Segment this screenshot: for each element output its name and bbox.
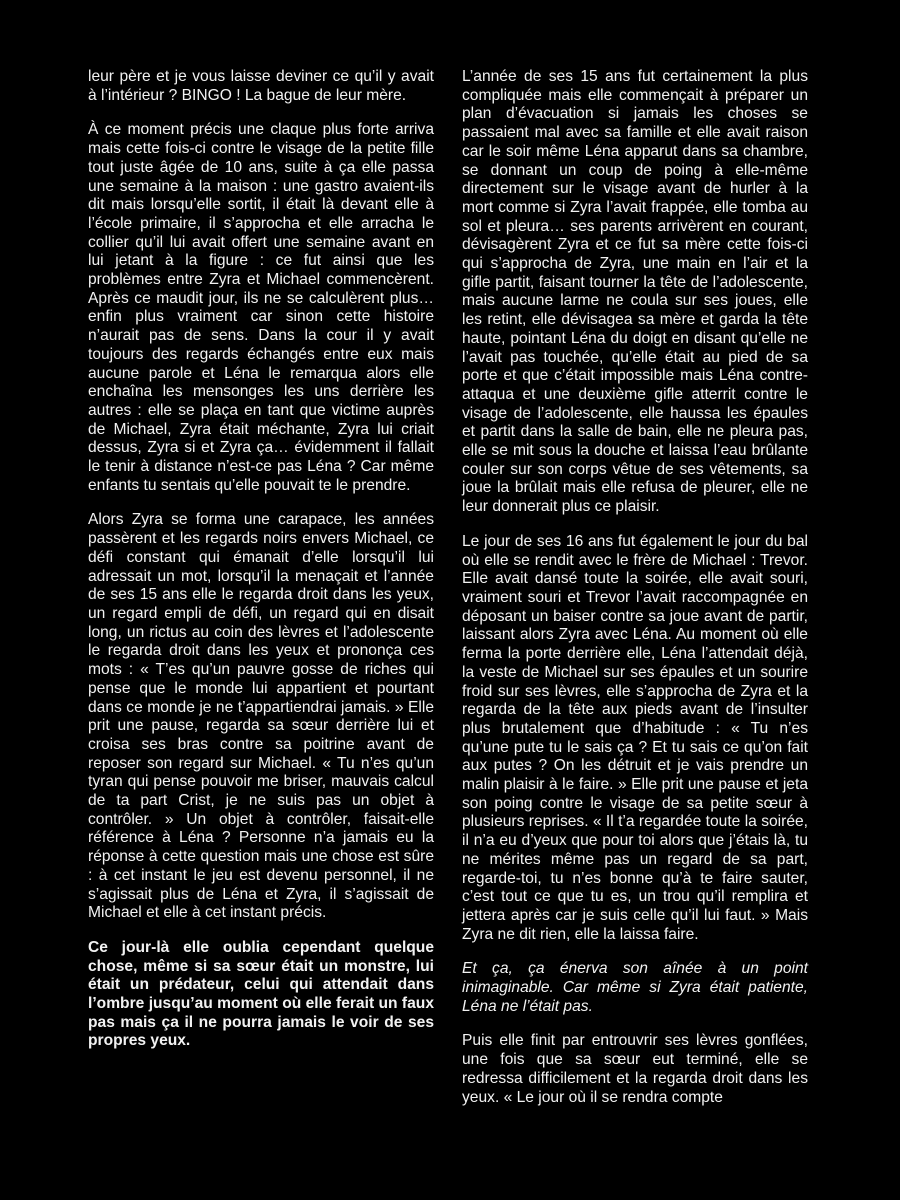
paragraph: Puis elle finit par entrouvrir ses lèvres gonflées, une fois que sa sœur eut terminé, elle se redressa difficilement et la regarda droit dans les yeux. « Le jour où il se rendra compte: [462, 1032, 808, 1106]
left-column: [88, 68, 434, 1067]
paragraph: Alors Zyra se forma une carapace, les années passèrent et les regards noirs envers Michael, ce défi constant qui émanait d’elle lorsqu’il lui adressait un mot, lorsqu’il la menaçait et l’année de ses 15 ans elle le regarda droit dans les yeux, un regard empli de défi, un regard qui en disait long, un rictus au coin des lèvres et l’adolescente le regarda droit dans les yeux et prononça ces mots : « T’es qu’un pauvre gosse de riches qui pense que le monde lui appartient et pourtant dans ce monde je ne t’appartiendrai jamais. » Elle prit une pause, regarda sa sœur derrière lui et croisa ses bras contre sa poitrine avant de reposer son regard sur Michael. « Tu n’es qu’un tyran qui pense pouvoir me briser, mauvais calcul de ta part Crist, je ne suis pas un objet à contrôler. » Un objet à contrôler, faisait-elle référence à Léna ? Personne n’a jamais eu la réponse à cette question mais une chose est sûre : à cet instant le jeu est devenu personnel, il ne s’agissait plus de Léna et Zyra, il s’agissait de Michael et elle à cet instant précis.: [88, 511, 434, 922]
book-page: [0, 68, 900, 1200]
right-column: [462, 68, 808, 1123]
paragraph: Le jour de ses 16 ans fut également le jour du bal où elle se rendit avec le frère de Michael : Trevor. Elle avait dansé toute la soirée, elle avait souri, vraiment souri et Trevor l’avait raccompagnée en déposant un baiser contre sa joue avant de partir, laissant alors Zyra avec Léna. Au moment où elle ferma la porte derrière elle, Léna l’attendait déjà, la veste de Michael sur ses épaules et un sourire froid sur ses lèvres, elle s’approcha de Zyra et la regarda de la tête aux pieds avant de l’insulter plus brutalement que d’habitude : « Tu n’es qu’une pute tu le sais ça ? Et tu sais ce qu’on fait aux putes ? On les détruit et je vais prendre un malin plaisir à le faire. » Elle prit une pause et jeta son poing contre le visage de sa petite sœur à plusieurs reprises. « Il t’a regardée toute la soirée, il n’a eu d’yeux que pour toi alors que j’étais là, tu ne mérites même pas un regard de sa part, regarde-toi, tu n’es bonne qu’à te faire sauter, c’est tout ce que tu es, un trou qu’il remplira et jettera après car je suis celle qu’il lui faut. » Mais Zyra ne dit rien, elle la laissa faire.: [462, 532, 808, 943]
bold-paragraph: Ce jour-là elle oublia cependant quelque chose, même si sa sœur était un monstre, lui était un prédateur, celui qui attendait dans l’ombre jusqu’au moment où elle ferait un faux pas mais ça il ne pourra jamais le voir de ses propres yeux.: [88, 938, 434, 1050]
italic-paragraph: Et ça, ça énerva son aînée à un point inimaginable. Car même si Zyra était patiente, Léna ne l’était pas.: [462, 960, 808, 1015]
paragraph: leur père et je vous laisse deviner ce qu’il y avait à l’intérieur ? BINGO ! La bague de leur mère.: [88, 68, 434, 104]
paragraph: À ce moment précis une claque plus forte arriva mais cette fois-ci contre le visage de la petite fille tout juste âgée de 10 ans, suite à ça elle passa une semaine à la maison : une gastro avaient-ils dit mais lorsqu’elle sortit, il était là devant elle à l’école primaire, il s’approcha et elle arracha le collier qu’il lui avait offert une semaine avant en lui jetant à la figure : ce fut ainsi que les problèmes entre Zyra et Michael commencèrent. Après ce maudit jour, ils ne se calculèrent plus… enfin plus vraiment car sinon cette histoire n’aurait pas de sens. Dans la cour il y avait toujours des regards échangés entre eux mais aucune parole et Léna le remarqua alors elle enchaîna les mensonges les uns derrière les autres : elle se plaça en tant que victime auprès de Michael, Zyra était méchante, Zyra lui criait dessus, Zyra si et Zyra ça… évidemment il fallait le tenir à distance n’est-ce pas Léna ? Car même enfants tu sentais qu’elle pouvait te le prendre.: [88, 121, 434, 494]
paragraph: L’année de ses 15 ans fut certainement la plus compliquée mais elle commençait à préparer un plan d’évacuation si jamais les choses se passaient mal avec sa famille et elle avait raison car le soir même Léna apparut dans sa chambre, se donnant un coup de poing à elle-même directement sur le visage avant de hurler à la mort comme si Zyra l’avait frappée, elle tomba au sol et pleura… ses parents arrivèrent en courant, dévisagèrent Zyra et ce fut sa mère cette fois-ci qui s’approcha de Zyra, une main en l’air et la gifle partit, faisant tourner la tête de l’adolescente, mais aucune larme ne coula sur ses joues, elle les retint, elle dévisagea sa mère et garda la tête haute, pointant Léna du doigt en disant qu’elle ne l’avait pas touchée, qu’elle était au pied de sa porte et que c’était impossible mais Léna contre-attaqua et une deuxième gifle atterrit contre le visage de l’adolescente, elle haussa les épaules et partit dans la salle de bain, elle ne pleura pas, elle se mit sous la douche et laissa l’eau brûlante couler sur son corps vêtue de ses vêtements, sa joue la brûlait mais elle refusa de pleurer, elle ne leur donnerait plus ce plaisir.: [462, 68, 808, 516]
